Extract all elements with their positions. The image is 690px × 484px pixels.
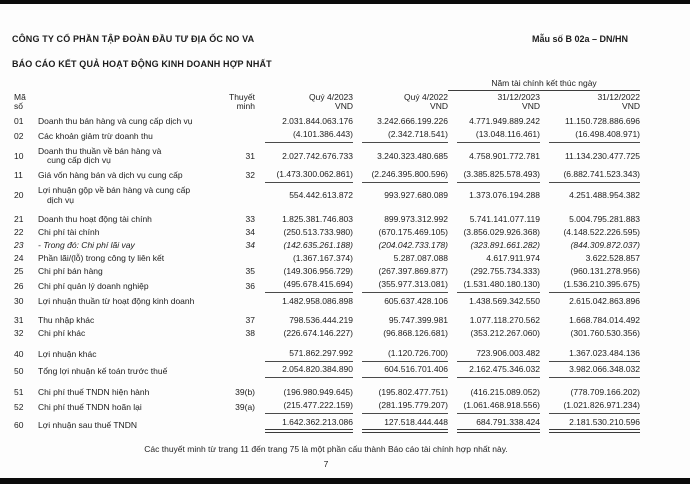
- row-label: Doanh thu thuần về bán hàng và cung cấp dịch vụ: [38, 145, 162, 166]
- cell-q4-2023: [256, 266, 353, 279]
- cell-value: (1.367.167.374): [292, 253, 353, 264]
- cell-q4-2023: [256, 145, 353, 168]
- cell-q4-2022: [353, 399, 448, 416]
- cell-q4-2023: [256, 184, 353, 207]
- row-note: [228, 341, 256, 364]
- table-row: [12, 239, 640, 252]
- column-unit: VND: [335, 101, 353, 111]
- cell-value: 571.862.297.992: [265, 349, 353, 362]
- column-unit: VND: [430, 101, 448, 111]
- cell-q4-2023: [256, 129, 353, 146]
- row-code: 21: [14, 213, 24, 224]
- cell-value: (142.635.261.188): [283, 240, 353, 251]
- cell-q4-2023: [256, 116, 353, 129]
- cell-fy-2023: [448, 399, 540, 416]
- cell-value: (1.120.726.700): [362, 349, 448, 362]
- table-row: [12, 252, 640, 265]
- cell-q4-2023: [256, 328, 353, 341]
- cell-fy-2023: [448, 207, 540, 226]
- cell-fy-2022: [540, 328, 640, 341]
- cell-fy-2023: [448, 252, 540, 265]
- table-row: [12, 116, 640, 129]
- row-code: 26: [14, 281, 24, 292]
- cell-value: (3.856.029.926.368): [463, 227, 540, 238]
- cell-q4-2022: [353, 184, 448, 207]
- row-label: Lợi nhuận thuần từ hoạt động kinh doanh: [38, 296, 195, 307]
- cell-value: 11.150.728.886.696: [565, 116, 640, 127]
- row-code: 51: [14, 387, 24, 398]
- row-label: Tổng lợi nhuận kế toán trước thuế: [38, 366, 168, 377]
- cell-value: 1.373.076.194.288: [469, 189, 540, 200]
- row-label: Chi phí khác: [38, 328, 86, 339]
- row-code: 25: [14, 266, 24, 277]
- cell-value: (844.309.872.037): [570, 240, 640, 251]
- cell-fy-2023: [448, 328, 540, 341]
- cell-fy-2023: [448, 168, 540, 185]
- cell-q4-2023: [256, 168, 353, 185]
- cell-value: (13.048.116.461): [457, 130, 540, 143]
- row-code: 52: [14, 401, 24, 412]
- code-column-header: [12, 90, 38, 116]
- cell-q4-2022: [353, 207, 448, 226]
- cell-value: 1.367.023.484.136: [549, 349, 640, 362]
- table-body: [12, 116, 640, 436]
- cell-value: 4.251.488.954.382: [569, 189, 640, 200]
- cell-q4-2022: [353, 341, 448, 364]
- cell-value: 4.758.901.772.781: [469, 150, 540, 161]
- row-note: 31: [245, 150, 255, 161]
- cell-value: 1.825.381.746.803: [282, 213, 353, 224]
- cell-fy-2022: [540, 279, 640, 296]
- row-label: Phần lãi/(lỗ) trong công ty liên kết: [38, 253, 165, 264]
- cell-fy-2022: [540, 399, 640, 416]
- cell-fy-2022: [540, 295, 640, 308]
- cell-value: (416.215.089.052): [470, 387, 540, 398]
- cell-value: 554.442.613.872: [289, 189, 353, 200]
- row-label: Thu nhập khác: [38, 315, 95, 326]
- cell-q4-2022: [353, 364, 448, 381]
- row-label: Chi phí thuế TNDN hoãn lại: [38, 401, 142, 412]
- column-title: 31/12/2022: [597, 91, 640, 102]
- code-header-line2: số: [14, 101, 23, 111]
- table-row: [12, 129, 640, 146]
- row-note: 34: [245, 227, 255, 238]
- cell-fy-2023: [448, 308, 540, 327]
- cell-fy-2023: [448, 364, 540, 381]
- cell-value: 1.482.958.086.898: [282, 296, 353, 307]
- row-code: 10: [14, 150, 24, 161]
- cell-value: (226.674.146.227): [283, 328, 353, 339]
- cell-value: (495.678.415.694): [265, 280, 353, 293]
- cell-value: (3.385.825.578.493): [457, 170, 540, 183]
- cell-value: (267.397.869.877): [378, 266, 448, 277]
- cell-value: (1.021.826.971.234): [549, 401, 640, 414]
- cell-q4-2023: [256, 416, 353, 435]
- cell-value: 3.242.666.199.226: [377, 116, 448, 127]
- table-row: [12, 168, 640, 185]
- cell-value: 4.617.911.974: [486, 253, 540, 264]
- cell-value: 2.031.844.063.176: [282, 116, 353, 127]
- cell-value: (4.101.386.443): [265, 130, 353, 143]
- description-column-header: [38, 90, 228, 116]
- cell-value: 3.982.066.348.032: [549, 365, 640, 378]
- row-label: Các khoản giảm trừ doanh thu: [38, 131, 153, 142]
- report-header: [12, 34, 640, 44]
- cell-value: (204.042.733.178): [378, 240, 448, 251]
- row-note: [228, 129, 256, 146]
- row-code: 60: [14, 419, 24, 430]
- row-label: Chi phí bán hàng: [38, 266, 103, 277]
- table-row: [12, 145, 640, 168]
- row-note: 37: [245, 315, 255, 326]
- notes-header-line2: minh: [236, 101, 255, 111]
- cell-value: 798.536.444.219: [289, 315, 353, 326]
- cell-value: 95.747.399.981: [388, 315, 448, 326]
- cell-value: (323.891.661.282): [470, 240, 540, 251]
- row-code: 01: [14, 116, 24, 127]
- cell-value: 2.054.820.384.890: [265, 365, 353, 378]
- cell-value: 723.906.003.482: [457, 349, 540, 362]
- row-code: 20: [14, 189, 24, 200]
- cell-fy-2022: [540, 129, 640, 146]
- row-note: 36: [245, 281, 255, 292]
- cell-value: 2.615.042.863.896: [569, 296, 640, 307]
- cell-q4-2022: [353, 266, 448, 279]
- cell-q4-2022: [353, 145, 448, 168]
- cell-value: (16.498.408.971): [549, 130, 640, 143]
- cell-fy-2023: [448, 226, 540, 239]
- cell-fy-2022: [540, 239, 640, 252]
- income-statement-table: [12, 79, 640, 435]
- cell-q4-2022: [353, 129, 448, 146]
- table-row: [12, 416, 640, 435]
- cell-value: 3.240.323.480.685: [377, 150, 448, 161]
- row-note: 32: [245, 170, 255, 181]
- row-code: 23: [14, 240, 24, 251]
- page-number: 7: [323, 459, 329, 470]
- cell-fy-2023: [448, 239, 540, 252]
- cell-value: (960.131.278.956): [570, 266, 640, 277]
- scan-edge-top: [0, 0, 690, 4]
- cell-q4-2023: [256, 252, 353, 265]
- table-row: [12, 399, 640, 416]
- row-code: 22: [14, 227, 24, 238]
- form-number: Mẫu số B 02a – DN/HN: [531, 34, 628, 44]
- column-header-q4-2022: [353, 90, 448, 116]
- row-code: 02: [14, 131, 24, 142]
- row-note: 38: [245, 328, 255, 339]
- cell-value: 2.181.530.210.596: [549, 418, 640, 434]
- cell-value: (4.148.522.226.595): [563, 227, 640, 238]
- table-row: [12, 328, 640, 341]
- cell-q4-2023: [256, 239, 353, 252]
- table-row: [12, 364, 640, 381]
- report-title: BÁO CÁO KẾT QUẢ HOẠT ĐỘNG KINH DOANH HỢP NHẤT: [12, 59, 272, 69]
- row-note: 33: [245, 213, 255, 224]
- row-note: [228, 295, 256, 308]
- cell-fy-2022: [540, 168, 640, 185]
- cell-q4-2022: [353, 239, 448, 252]
- cell-value: 899.973.312.992: [384, 213, 448, 224]
- cell-value: 11.134.230.477.725: [565, 150, 640, 161]
- cell-value: (292.755.734.333): [470, 266, 540, 277]
- column-title: Quý 4/2023: [309, 91, 353, 102]
- row-note: [228, 364, 256, 381]
- cell-value: 5.287.087.088: [393, 253, 448, 264]
- cell-q4-2022: [353, 252, 448, 265]
- notes-column-header: [228, 90, 256, 116]
- cell-q4-2022: [353, 168, 448, 185]
- cell-q4-2023: [256, 399, 353, 416]
- column-title: Quý 4/2022: [404, 91, 448, 102]
- row-code: 24: [14, 253, 24, 264]
- row-label: Giá vốn hàng bán và dịch vụ cung cấp: [38, 170, 183, 181]
- table-row: [12, 207, 640, 226]
- row-label: Chi phí quản lý doanh nghiệp: [38, 281, 149, 292]
- row-code: 11: [14, 170, 23, 181]
- cell-value: (670.175.469.105): [378, 227, 448, 238]
- table-row: [12, 226, 640, 239]
- cell-value: (250.513.733.980): [283, 227, 353, 238]
- cell-value: (2.246.395.800.596): [362, 170, 448, 183]
- cell-fy-2022: [540, 416, 640, 435]
- cell-fy-2022: [540, 308, 640, 327]
- cell-value: (778.709.166.202): [570, 387, 640, 398]
- cell-q4-2023: [256, 308, 353, 327]
- cell-value: 127.518.444.448: [362, 418, 448, 434]
- cell-q4-2022: [353, 279, 448, 296]
- table-row: [12, 341, 640, 364]
- cell-value: (6.882.741.523.343): [549, 170, 640, 183]
- cell-fy-2023: [448, 145, 540, 168]
- cell-value: (281.195.779.207): [362, 401, 448, 414]
- cell-value: (2.342.718.541): [362, 130, 448, 143]
- cell-value: 1.438.569.342.550: [469, 296, 540, 307]
- cell-fy-2022: [540, 207, 640, 226]
- cell-value: (149.306.956.729): [283, 266, 353, 277]
- cell-q4-2023: [256, 364, 353, 381]
- cell-fy-2022: [540, 380, 640, 399]
- cell-fy-2023: [448, 129, 540, 146]
- table-row: [12, 380, 640, 399]
- cell-value: 604.516.701.406: [362, 365, 448, 378]
- column-unit: VND: [522, 101, 540, 111]
- cell-value: 605.637.428.106: [384, 296, 448, 307]
- row-label: - Trong đó: Chi phí lãi vay: [38, 240, 135, 251]
- column-header-fy-2023: [448, 90, 540, 116]
- cell-q4-2022: [353, 295, 448, 308]
- cell-q4-2023: [256, 380, 353, 399]
- row-note: 34: [245, 240, 255, 251]
- row-note: 35: [245, 266, 255, 277]
- row-code: 31: [14, 315, 24, 326]
- cell-fy-2023: [448, 184, 540, 207]
- cell-fy-2022: [540, 226, 640, 239]
- table-row: [12, 279, 640, 296]
- column-header-fy-2022: [540, 90, 640, 116]
- cell-q4-2022: [353, 328, 448, 341]
- code-header-line1: Mã: [14, 91, 26, 102]
- cell-value: (96.868.126.681): [383, 328, 448, 339]
- row-label: Chi phí tài chính: [38, 227, 100, 238]
- cell-q4-2023: [256, 226, 353, 239]
- cell-fy-2022: [540, 341, 640, 364]
- table-row: [12, 184, 640, 207]
- cell-value: (195.802.477.751): [378, 387, 448, 398]
- row-note: [228, 416, 256, 435]
- column-title: 31/12/2023: [497, 91, 540, 102]
- cell-fy-2023: [448, 116, 540, 129]
- cell-fy-2022: [540, 116, 640, 129]
- cell-fy-2023: [448, 341, 540, 364]
- cell-fy-2023: [448, 380, 540, 399]
- row-label: Lợi nhuận gộp về bán hàng và cung cấp dịch vụ: [38, 185, 191, 205]
- row-label: Lợi nhuận khác: [38, 349, 97, 360]
- column-unit: VND: [622, 101, 640, 111]
- cell-fy-2022: [540, 184, 640, 207]
- cell-value: 2.162.475.346.032: [457, 365, 540, 378]
- cell-value: (353.212.267.060): [470, 328, 540, 339]
- cell-fy-2023: [448, 266, 540, 279]
- row-code: 32: [14, 328, 24, 339]
- row-note: 39(a): [235, 401, 255, 412]
- cell-q4-2022: [353, 116, 448, 129]
- cell-fy-2023: [448, 295, 540, 308]
- cell-value: (1.473.300.062.861): [265, 170, 353, 183]
- cell-value: (301.760.530.356): [570, 328, 640, 339]
- table-row: [12, 266, 640, 279]
- table-row: [12, 308, 640, 327]
- notes-header-line1: Thuyết: [229, 91, 255, 102]
- cell-fy-2022: [540, 364, 640, 381]
- cell-q4-2023: [256, 295, 353, 308]
- cell-value: 5.741.141.077.119: [469, 213, 540, 224]
- cell-fy-2023: [448, 416, 540, 435]
- cell-value: (1.061.468.918.556): [457, 401, 540, 414]
- row-note: [228, 252, 256, 265]
- cell-value: 2.027.742.676.733: [282, 150, 353, 161]
- table-header: [12, 79, 640, 116]
- row-label: Doanh thu hoạt động tài chính: [38, 213, 152, 224]
- cell-q4-2023: [256, 341, 353, 364]
- cell-fy-2023: [448, 279, 540, 296]
- company-name: CÔNG TY CỔ PHẦN TẬP ĐOÀN ĐẦU TƯ ĐỊA ỐC NO VA: [12, 34, 255, 44]
- cell-value: 993.927.680.089: [384, 189, 448, 200]
- cell-value: 684.791.338.424: [457, 418, 540, 434]
- cell-q4-2023: [256, 207, 353, 226]
- cell-value: (215.477.222.159): [265, 401, 353, 414]
- row-note: 39(b): [235, 387, 255, 398]
- row-code: 50: [14, 366, 24, 377]
- cell-value: 1.668.784.014.492: [569, 315, 640, 326]
- row-label: Doanh thu bán hàng và cung cấp dịch vụ: [38, 116, 193, 127]
- row-code: 30: [14, 296, 24, 307]
- cell-value: 1.077.118.270.562: [469, 315, 540, 326]
- cell-value: 4.771.949.889.242: [469, 116, 540, 127]
- row-label: Lợi nhuận sau thuế TNDN: [38, 419, 137, 430]
- scan-edge-bottom: [0, 478, 690, 484]
- cell-q4-2022: [353, 226, 448, 239]
- cell-value: 5.004.795.281.883: [569, 213, 640, 224]
- cell-q4-2022: [353, 416, 448, 435]
- row-label: Chi phí thuế TNDN hiện hành: [38, 387, 150, 398]
- footnote: Các thuyết minh từ trang 11 đến trang 75 là một phần cấu thành Báo cáo tài chính hợp nhất này.: [144, 444, 508, 455]
- cell-value: 3.622.528.857: [585, 253, 640, 264]
- cell-fy-2022: [540, 145, 640, 168]
- row-note: [228, 184, 256, 207]
- cell-value: (1.531.480.180.130): [457, 280, 540, 293]
- cell-value: (1.536.210.395.675): [549, 280, 640, 293]
- cell-q4-2023: [256, 279, 353, 296]
- row-note: [228, 116, 256, 129]
- row-code: 40: [14, 349, 24, 360]
- cell-value: (355.977.313.081): [362, 280, 448, 293]
- fiscal-year-group-header: Năm tài chính kết thúc ngày: [448, 79, 640, 90]
- table-row: [12, 295, 640, 308]
- cell-fy-2022: [540, 266, 640, 279]
- cell-q4-2022: [353, 308, 448, 327]
- cell-fy-2022: [540, 252, 640, 265]
- cell-q4-2022: [353, 380, 448, 399]
- cell-value: 1.642.362.213.086: [265, 418, 353, 434]
- cell-value: (196.980.949.645): [283, 387, 353, 398]
- column-header-q4-2023: [256, 90, 353, 116]
